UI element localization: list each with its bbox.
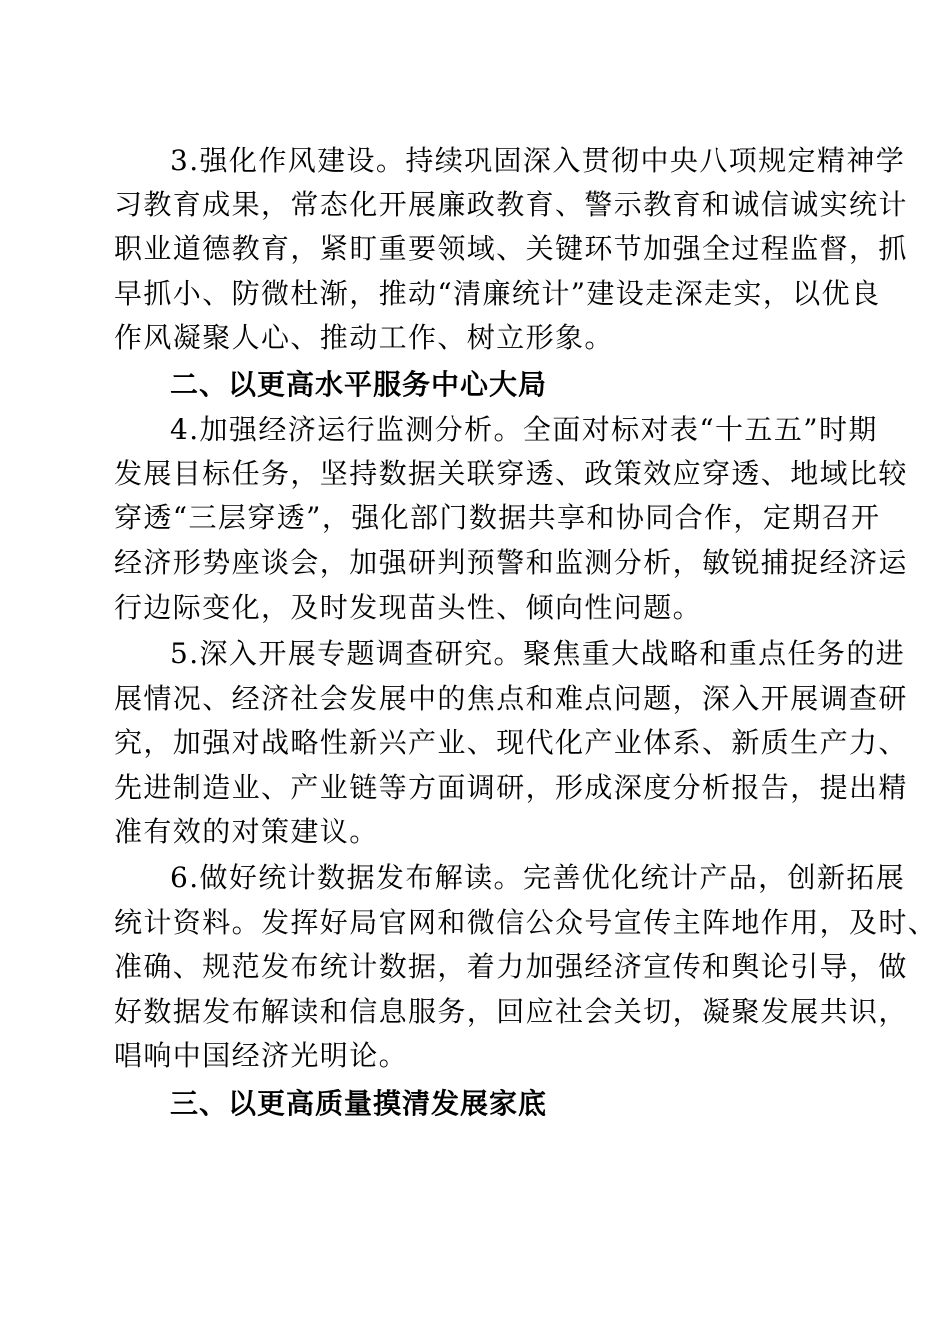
paragraph-6-line-5: 唱响中国经济光明论。 (114, 1039, 409, 1072)
paragraph-3-line-5: 作风凝聚人心、推动工作、树立形象。 (114, 321, 614, 354)
paragraph-6-line-2: 统计资料。发挥好局官网和微信公众号宣传主阵地作用，及时、 (114, 906, 938, 939)
paragraph-3-line-1: 3.强化作风建设。持续巩固深入贯彻中央八项规定精神学 (170, 144, 906, 177)
section-heading-2: 二、以更高水平服务中心大局 (170, 368, 548, 401)
paragraph-5-line-1: 5.深入开展专题调查研究。聚焦重大战略和重点任务的进 (170, 637, 906, 670)
paragraph-6-line-1: 6.做好统计数据发布解读。完善优化统计产品，创新拓展 (170, 861, 906, 894)
paragraph-5-line-4: 先进制造业、产业链等方面调研，形成深度分析报告，提出精 (114, 771, 908, 804)
paragraph-6-line-4: 好数据发布解读和信息服务，回应社会关切，凝聚发展共识， (114, 995, 908, 1028)
paragraph-5-line-5: 准有效的对策建议。 (114, 815, 379, 848)
paragraph-4-line-2: 发展目标任务，坚持数据关联穿透、政策效应穿透、地域比较 (114, 457, 908, 490)
paragraph-4-line-5: 行边际变化，及时发现苗头性、倾向性问题。 (114, 591, 703, 624)
paragraph-4-line-1: 4.加强经济运行监测分析。全面对标对表“十五五”时期 (170, 413, 878, 446)
paragraph-5-line-2: 展情况、经济社会发展中的焦点和难点问题，深入开展调查研 (114, 682, 908, 715)
paragraph-3-line-3: 职业道德教育，紧盯重要领域、关键环节加强全过程监督，抓 (114, 232, 908, 265)
paragraph-5-line-3: 究，加强对战略性新兴产业、现代化产业体系、新质生产力、 (114, 726, 908, 759)
section-heading-3: 三、以更高质量摸清发展家底 (170, 1087, 548, 1120)
paragraph-3-line-4: 早抓小、防微杜渐，推动“清廉统计”建设走深走实，以优良 (114, 277, 881, 310)
paragraph-6-line-3: 准确、规范发布统计数据，着力加强经济宣传和舆论引导，做 (114, 950, 908, 983)
paragraph-4-line-3: 穿透“三层穿透”，强化部门数据共享和协同合作，定期召开 (114, 501, 881, 534)
paragraph-4-line-4: 经济形势座谈会，加强研判预警和监测分析，敏锐捕捉经济运 (114, 546, 908, 579)
paragraph-3-line-2: 习教育成果，常态化开展廉政教育、警示教育和诚信诚实统计 (114, 188, 908, 221)
